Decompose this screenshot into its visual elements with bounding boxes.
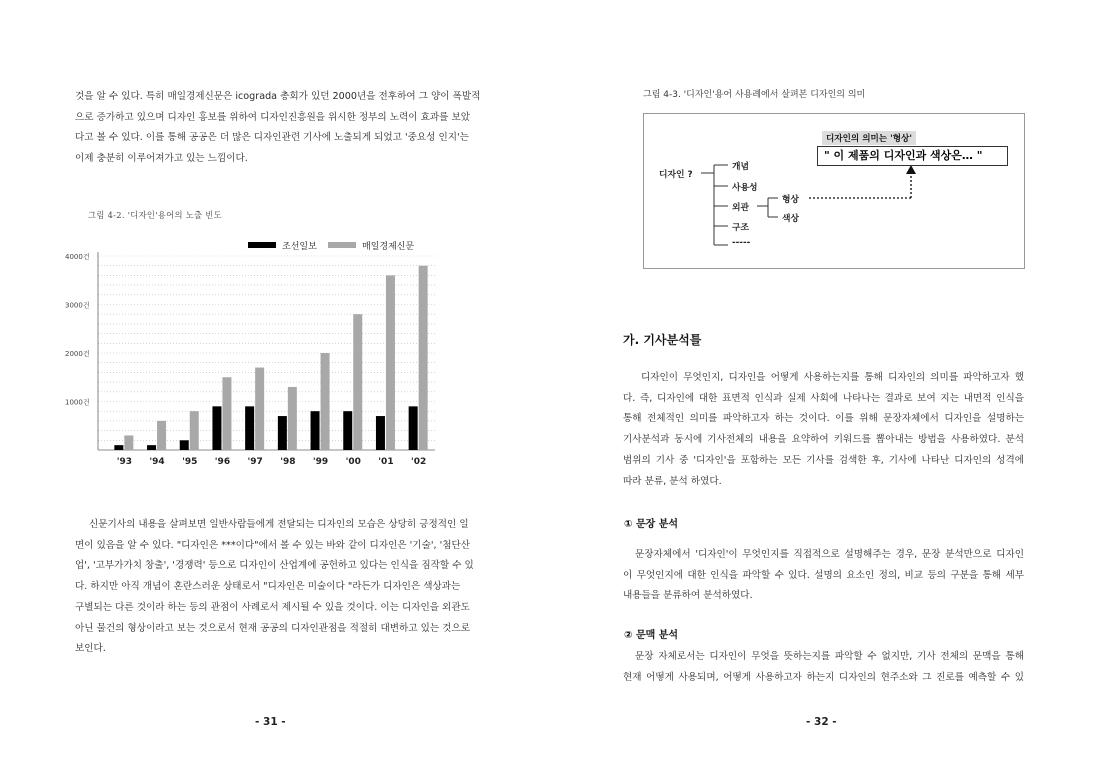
bar-chosun xyxy=(245,406,254,450)
figure-caption: 그림 4-3. '디자인'용어 사용례에서 살펴본 디자인의 의미 xyxy=(643,90,866,100)
x-tick-label: '96 xyxy=(214,457,231,467)
bar-maeil xyxy=(353,314,362,450)
text-line: 보인다. xyxy=(75,643,106,655)
text-line: 아닌 물건의 형상이라고 보는 것으로서 현재 공공의 디자인관점을 적절히 대변하고 있는 것으로 xyxy=(75,622,470,634)
text-line: 디자인이 무엇인지, 디자인을 어떻게 사용하는지를 통해 디자인의 의미를 파악하고자 했 xyxy=(641,372,1024,383)
x-tick-label: '98 xyxy=(280,457,296,467)
bar-maeil xyxy=(157,421,166,450)
subheading-sentence-analysis: ① 문장 분석 xyxy=(624,519,679,530)
bar-chosun xyxy=(114,445,123,450)
y-tick-label: 1000건 xyxy=(65,398,90,407)
sub-branch-color: 색상 xyxy=(782,214,799,224)
x-tick-label: '94 xyxy=(149,457,165,467)
legend-label: 매일경제신문 xyxy=(362,242,415,252)
diagram-root: 디자인 ? xyxy=(659,170,693,180)
page-number: - 32 - xyxy=(806,716,837,728)
branch-structure: 구조 xyxy=(732,223,749,233)
bar-maeil xyxy=(288,387,297,450)
intro-paragraph xyxy=(75,87,480,170)
page-31 xyxy=(0,0,546,776)
bar-maeil xyxy=(190,411,199,450)
bar-maeil xyxy=(222,377,231,450)
page-number: - 31 - xyxy=(255,716,286,728)
bar-chosun xyxy=(311,411,320,450)
quote-box: " 이 제품의 디자인과 색상은… " xyxy=(817,146,1008,166)
x-tick-label: '97 xyxy=(247,457,263,467)
text-line: 면이 있음을 알 수 있다. "디자인은 ***이다"에서 볼 수 있는 바와 같이 디자인은 '기술', '첨단산 xyxy=(75,539,471,551)
text-line: 기사분석과 동시에 기사전체의 내용을 요약하여 키워드를 뽑아내는 방법을 사용하였다. 분석 xyxy=(623,434,1024,446)
branch-concept: 개념 xyxy=(732,162,749,172)
x-tick-label: '95 xyxy=(182,457,198,467)
y-tick-label: 4000건 xyxy=(65,253,90,261)
sub-branch-shape: 형상 xyxy=(782,195,799,205)
legend-swatch xyxy=(328,242,356,248)
text-line: 내용들을 분류하여 분석하였다. xyxy=(623,590,753,602)
bar-maeil xyxy=(321,353,330,450)
body-paragraph xyxy=(623,368,1024,492)
bar-chosun xyxy=(343,411,352,450)
text-line: 이 무엇인지에 대한 인식을 파악할 수 있다. 설명의 요소인 정의, 비교 등의 구분을 통해 세부 xyxy=(623,569,1024,581)
text-line: 다. 즉, 디자인에 대한 표면적 인식과 실제 사회에 나타나는 결과로 보여 지는 내면적 인식을 xyxy=(623,392,1024,404)
x-tick-label: '99 xyxy=(312,457,329,467)
branch-etc: ----- xyxy=(732,238,751,248)
context-analysis-paragraph xyxy=(623,647,1024,688)
meaning-label: 디자인의 의미는 '형상' xyxy=(822,131,916,145)
x-tick-label: '00 xyxy=(345,457,361,467)
subheading-context-analysis: ② 문맥 분석 xyxy=(624,630,679,641)
text-line: 문장자체에서 '디자인'이 무엇인지를 직접적으로 설명해주는 경우, 문장 분석만으로 디자인 xyxy=(635,549,1024,560)
section-heading: 가. 기사분석틀 xyxy=(623,333,702,347)
y-tick-label: 2000건 xyxy=(65,350,90,358)
bar-chosun xyxy=(376,416,385,450)
body-paragraph xyxy=(75,515,474,660)
bar-maeil xyxy=(124,435,133,450)
sentence-analysis-paragraph xyxy=(623,545,1024,607)
meaning-diagram xyxy=(643,113,1025,269)
text-line: 이제 충분히 이루어져가고 있는 느낌이다. xyxy=(75,153,248,165)
text-line: 통해 전체적인 의미를 파악하고자 하는 것이다. 이를 위해 문장자체에서 디자인을 설명하는 xyxy=(623,413,1024,425)
text-line: 현재 어떻게 사용되며, 어떻게 사용하고자 하는지 디자인의 현주소와 그 진로를 예측할 수 있 xyxy=(623,671,1024,683)
figure-caption: 그림 4-2. '디자인'용어의 노출 빈도 xyxy=(88,210,222,220)
x-tick-label: '01 xyxy=(378,457,394,467)
text-line: 것을 알 수 있다. 특히 매일경제신문은 icograda 총회가 있던 2000년을 전후하여 그 양이 폭발적 xyxy=(75,91,481,102)
bar-maeil xyxy=(255,368,264,450)
branch-usability: 사용성 xyxy=(732,183,758,193)
bar-maeil xyxy=(386,275,395,450)
bar-chosun xyxy=(147,445,156,450)
text-line: 범위의 기사 중 '디자인'을 포함하는 모든 기사를 검색한 후, 기사에 나타난 디자인의 성격에 xyxy=(623,454,1024,466)
text-line: 구별되는 다른 것이라 하는 등의 관점이 사례로서 제시될 수 있을 것이다. 이는 디자인을 외관도 xyxy=(75,601,470,613)
bar-maeil xyxy=(419,266,428,450)
bar-chosun xyxy=(278,416,287,450)
page-32 xyxy=(547,0,1093,776)
branch-appearance: 외관 xyxy=(732,203,749,213)
bar-chosun xyxy=(409,406,418,450)
bar-chart xyxy=(65,232,440,472)
legend-swatch xyxy=(248,242,276,248)
text-line: 업', '고부가가치 창출', '경쟁력' 등으로 디자인이 산업계에 공헌하고 있다는 인식을 짐작할 수 있 xyxy=(75,560,474,572)
bar-chosun xyxy=(180,440,189,450)
text-line: 신문기사의 내용을 살펴보면 일반사람들에게 전달되는 디자인의 모습은 상당히 긍정적인 일 xyxy=(89,519,469,530)
text-line: 다고 볼 수 있다. 이를 통해 공공은 더 많은 디자인관련 기사에 노출되게 되었고 '중요성 인지'는 xyxy=(75,132,469,144)
x-tick-label: '02 xyxy=(411,457,427,467)
text-line: 다. 하지만 아직 개념이 혼란스러운 상태로서 "디자인은 미술이다 "라든가 디자인은 색상과는 xyxy=(75,581,461,593)
y-tick-label: 3000건 xyxy=(65,301,90,310)
text-line: 으로 증가하고 있으며 디자인 홍보를 위하여 디자인진흥원을 위시한 정부의 노력이 효과를 보았 xyxy=(75,111,470,123)
text-line: 따라 분류, 분석 하였다. xyxy=(623,475,722,487)
x-tick-label: '93 xyxy=(116,457,132,467)
text-line: 문장 자체로서는 디자인이 무엇을 뜻하는지를 파악할 수 없지만, 기사 전체의 문맥을 통해 xyxy=(635,651,1024,662)
legend-label: 조선일보 xyxy=(282,242,317,252)
bar-chosun xyxy=(212,406,221,450)
